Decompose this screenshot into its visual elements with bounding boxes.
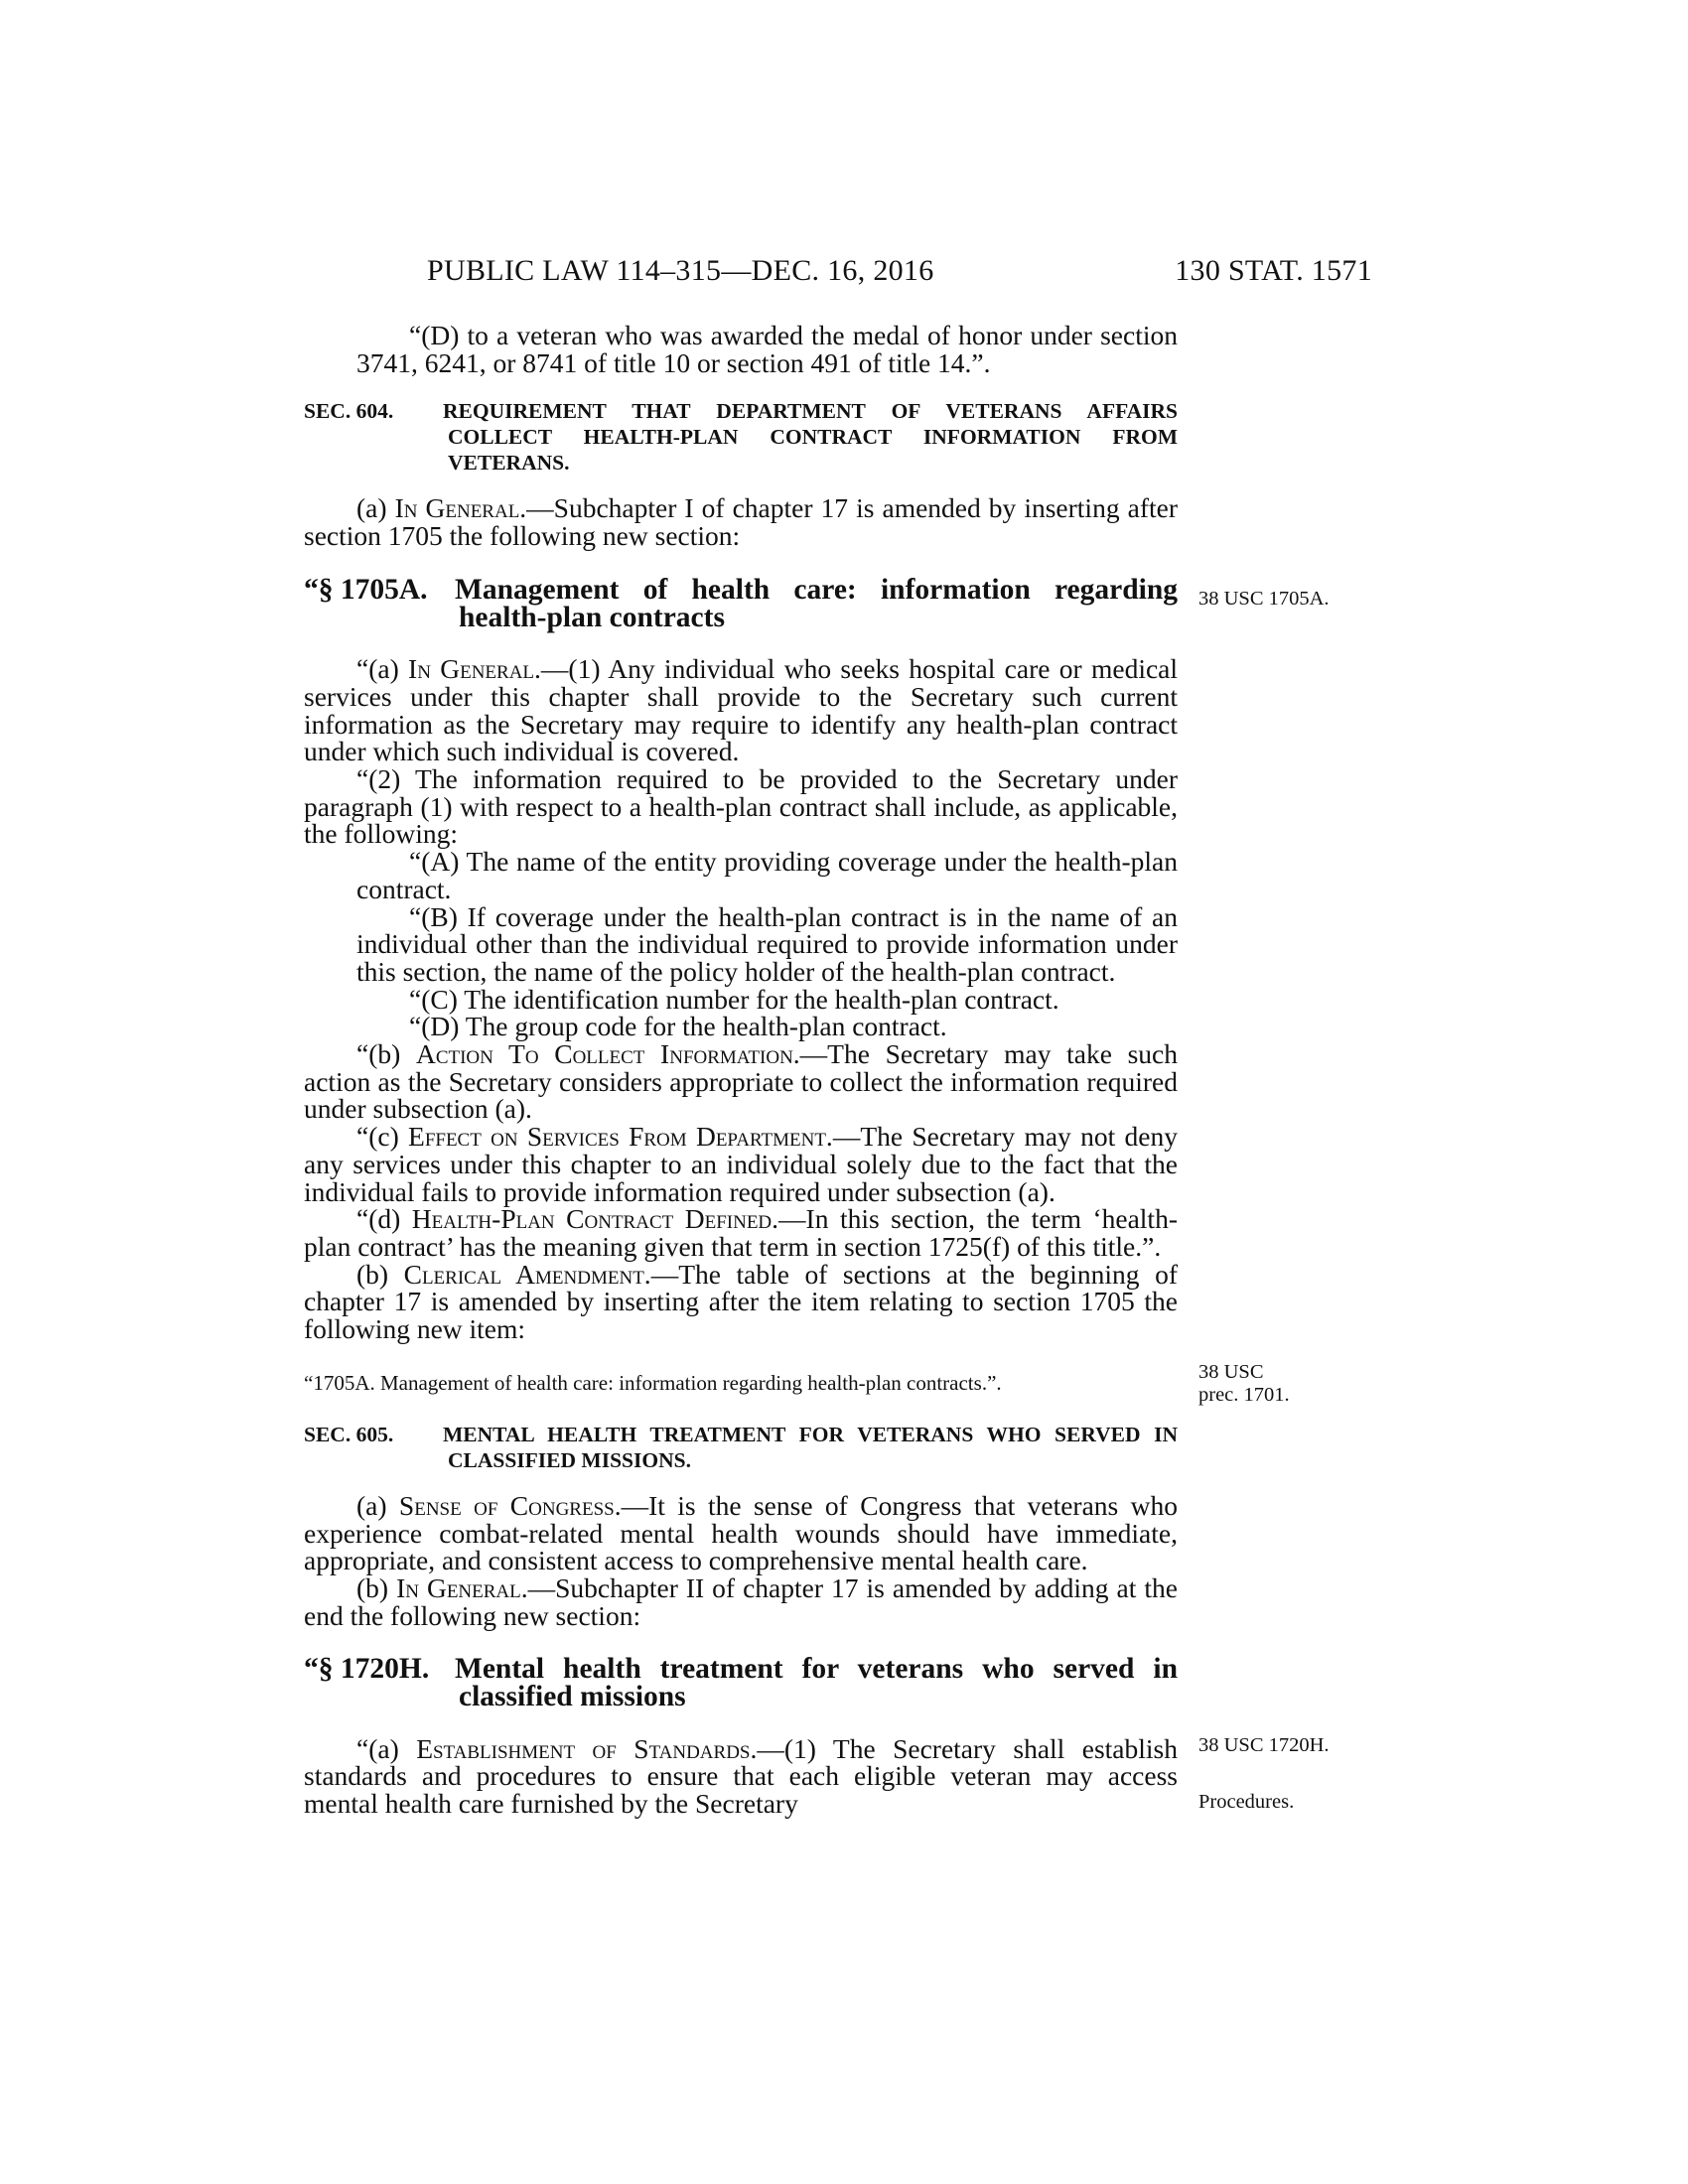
s1705a-subsection-b [304,1040,1178,1123]
section-605-title: MENTAL HEALTH TREATMENT FOR VETERANS WHO SERVED IN CLASSIFIED MISSIONS. [443,1422,1178,1472]
paragraph-d-medal-of-honor: “(D) to a veteran who was awarded the medal of honor under section 3741, 6241, or 8741 of title 10 or section 491 of title 14.”. [356,320,1178,378]
section-1720h-title: Mental health treatment for veterans who served in classified missions [455,1653,1178,1713]
section-1705a-number: “§ 1705A. [304,573,428,606]
margin-note-procedures: Procedures. [1198,1791,1295,1813]
s1705a-c-text: —The Secretary may not deny any services under this chapter to an individual solely due to the fact that the individual fails to provide information required under subsection (a). [304,1121,1178,1207]
sec604-a-caption: In General. [394,492,527,524]
running-header-title: PUBLIC LAW 114–315—DEC. 16, 2016 [427,254,934,287]
margin-note-38-usc-prec-line2: prec. 1701. [1198,1384,1290,1406]
s1705a-d-open: “(d) [356,1203,412,1235]
s1705a-subpara-D: “(D) The group code for the health-plan contract. [409,1011,947,1042]
sec605-a-caption: Sense of Congress. [398,1489,622,1521]
margin-note-38-usc-prec-line1: 38 USC [1198,1361,1264,1383]
sec604-a-open: (a) [356,492,395,524]
sec604-subsection-b [304,1258,1178,1345]
s1705a-d-caption: Health-Plan Contract Defined. [411,1203,779,1235]
margin-note-38-usc-1705a: 38 USC 1705A. [1198,588,1330,610]
s1705a-paragraph-2: “(2) The information required to be provided to the Secretary under paragraph (1) with respect to a health-plan contract shall include, as applicable, the following: [304,763,1178,850]
margin-note-38-usc-1720h: 38 USC 1720H. [1198,1734,1330,1756]
section-604-heading [304,398,1178,476]
sec605-b-open: (b) [356,1571,397,1603]
s1705a-b-caption: Action To Collect Information. [415,1038,800,1070]
s1720h-a-open: “(a) [356,1732,417,1764]
s1705a-subsection-d [304,1205,1178,1260]
sec604-b-text: —The table of sections at the beginning of chapter 17 is amended by inserting after the item relating to section 1705 the following new item: [304,1258,1178,1345]
s1705a-d-text: —In this section, the term ‘health-plan contract’ has the meaning given that term in section 1725(f) of this title.”. [304,1203,1178,1262]
s1705a-subpara-C: “(C) The identification number for the health-plan contract. [409,983,1059,1015]
running-header-page-number: 130 STAT. 1571 [1175,254,1372,287]
table-of-sections-item: “1705A. Management of health care: information regarding health-plan contracts.”. [304,1370,1002,1395]
s1720h-subsection-a [304,1732,1178,1820]
section-605-heading [304,1422,1178,1473]
main-text-column [304,322,1178,1818]
s1705a-subsection-c [304,1123,1178,1205]
sec605-b-text: —Subchapter II of chapter 17 is amended by adding at the end the following new section: [304,1571,1178,1631]
s1705a-a-caption: In General. [408,653,541,685]
sec605-subsection-a [304,1489,1178,1576]
sec604-b-caption: Clerical Amendment. [403,1258,651,1290]
sec604-subsection-a [304,492,1178,552]
section-604-title: REQUIREMENT THAT DEPARTMENT OF VETERANS AFFAIRS COLLECT HEALTH-PLAN CONTRACT INFORMATION FROM VETERANS. [443,399,1178,476]
section-604-number: SEC. 604. [304,399,394,424]
s1705a-subpara-B: “(B) If coverage under the health-plan contract is in the name of an individual other than the individual required to provide information under this section, the name of the policy holder of the health-plan contract. [356,900,1178,987]
section-1705a-heading [304,573,1178,633]
sec605-subsection-b [304,1571,1178,1631]
section-1720h-heading [304,1653,1178,1713]
section-1720h-number: “§ 1720H. [304,1653,430,1686]
s1720h-a-caption: Establishment of Standards. [416,1732,758,1764]
s1705a-c-caption: Effect on Services From Department. [408,1121,833,1153]
s1705a-subsection-a [304,655,1178,765]
sec605-a-text: —It is the sense of Congress that veterans who experience combat-related mental health wounds should have immediate, appropriate, and consistent access to comprehensive mental health care. [304,1489,1178,1576]
section-1705a-title: Management of health care: information regarding health-plan contracts [455,573,1178,633]
s1705a-a-text: —(1) Any individual who seeks hospital care or medical services under this chapter shall provide to the Secretary such current information as the Secretary may require to identify any health-plan contract under which such individual is covered. [304,653,1179,767]
s1720h-a-text: —(1) The Secretary shall establish standards and procedures to ensure that each eligible veteran may access mental health care furnished by the Secretary [304,1732,1178,1820]
s1705a-b-text: —The Secretary may take such action as the Secretary considers appropriate to collect the information required under subsection (a). [304,1038,1178,1125]
sec604-a-text: —Subchapter I of chapter 17 is amended by inserting after section 1705 the following new section: [304,492,1178,552]
s1705a-b-open: “(b) [356,1038,416,1070]
s1705a-a-open: “(a) [356,653,409,685]
s1705a-subpara-A: “(A) The name of the entity providing coverage under the health-plan contract. [356,846,1178,904]
sec605-b-caption: In General. [396,1571,528,1603]
sec605-a-open: (a) [356,1489,399,1521]
section-605-number: SEC. 605. [304,1422,394,1446]
sec604-b-open: (b) [356,1258,404,1290]
s1705a-c-open: “(c) [356,1121,409,1153]
